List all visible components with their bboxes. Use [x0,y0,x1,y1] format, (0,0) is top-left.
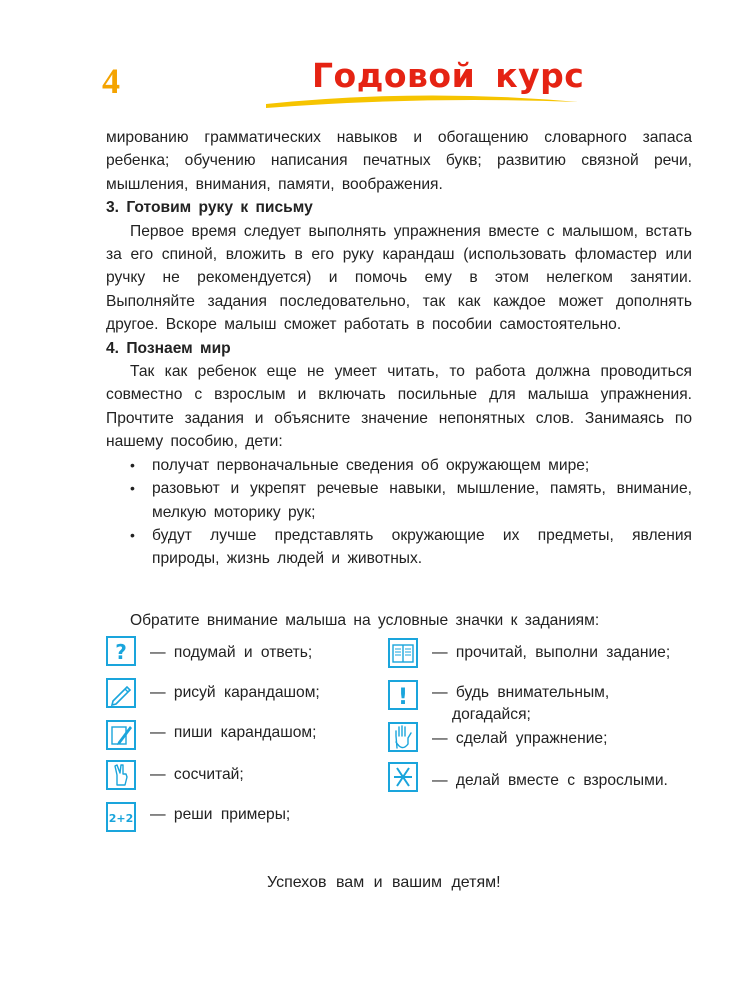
svg-text:?: ? [115,640,127,664]
list-item: • разовьют и укрепят речевые навыки, мышление, память, внимание, мелкую моторику рук; [106,477,692,524]
svg-text:2+2: 2+2 [108,812,134,825]
legend-label-count: — сосчитай; [150,766,244,783]
page-number: 4 [102,61,120,101]
section-heading-4: 4. Познаем мир [106,339,231,357]
legend-label-question: — подумай и ответь; [150,644,313,661]
list-item: • получат первоначальные сведения об окружающем мире; [106,454,692,477]
question-icon [106,636,136,666]
legend-label-hand-exercise: — сделай упражнение; [432,730,608,747]
paragraph-3: Первое время следует выполнять упражнения вместе с малышом, встать за его спиной, вложить в его руку карандаш (использовать фломастер или ручку не рекомендуется) и помочь ему в этом нелегком занятии. Выполняйте задания последовательно, так как каждое может дополнять другое. Вскоре малыш сможет работать в пособии самостоятельно. [106,222,692,334]
legend-label-together: — делай вместе с взрослыми. [432,772,668,789]
title-underline-swoosh [262,90,582,112]
svg-text:!: ! [397,685,409,710]
hand-exercise-icon [388,722,418,752]
list-item: • будут лучше представлять окружающие их предметы, явления природы, жизнь людей и животных. [106,524,692,571]
paragraph-top: мированию грамматических навыков и обогащению словарного запаса ребенка; обучению написания печатных букв; развитию связной речи, мышления, внимания, памяти, воображения. [106,129,692,193]
legend-label-sum: — реши примеры; [150,806,291,823]
body-text [106,126,692,571]
paragraph-4: Так как ребенок еще не умеет читать, то работа должна проводиться совместно с взрослым и включать посильные для малыша упражнения. Прочтите задания и объясните значение непонятных слов. Занимаясь по нашему пособию, дети: [106,363,692,451]
legend-label-exclamation-2: догадайся; [452,706,531,723]
pencil-icon [106,678,136,708]
legend-label-exclamation-1: — будь внимательным, [432,684,610,701]
exclamation-icon [388,680,418,710]
bullet-list [106,454,692,571]
section-heading-3: 3. Готовим руку к письму [106,199,313,217]
legend-label-write: — пиши карандашом; [150,724,317,741]
legend-label-book: — прочитай, выполни задание; [432,644,671,661]
count-hand-icon [106,760,136,790]
legend-label-pencil: — рисуй карандашом; [150,684,320,701]
write-icon [106,720,136,750]
closing-text: Успехов вам и вашим детям! [267,874,501,891]
page-title: Годовой курс [312,56,585,95]
together-icon [388,762,418,792]
legend-intro: Обратите внимание малыша на условные значки к заданиям: [130,612,600,629]
book-icon [388,638,418,668]
sum-icon [106,802,136,832]
